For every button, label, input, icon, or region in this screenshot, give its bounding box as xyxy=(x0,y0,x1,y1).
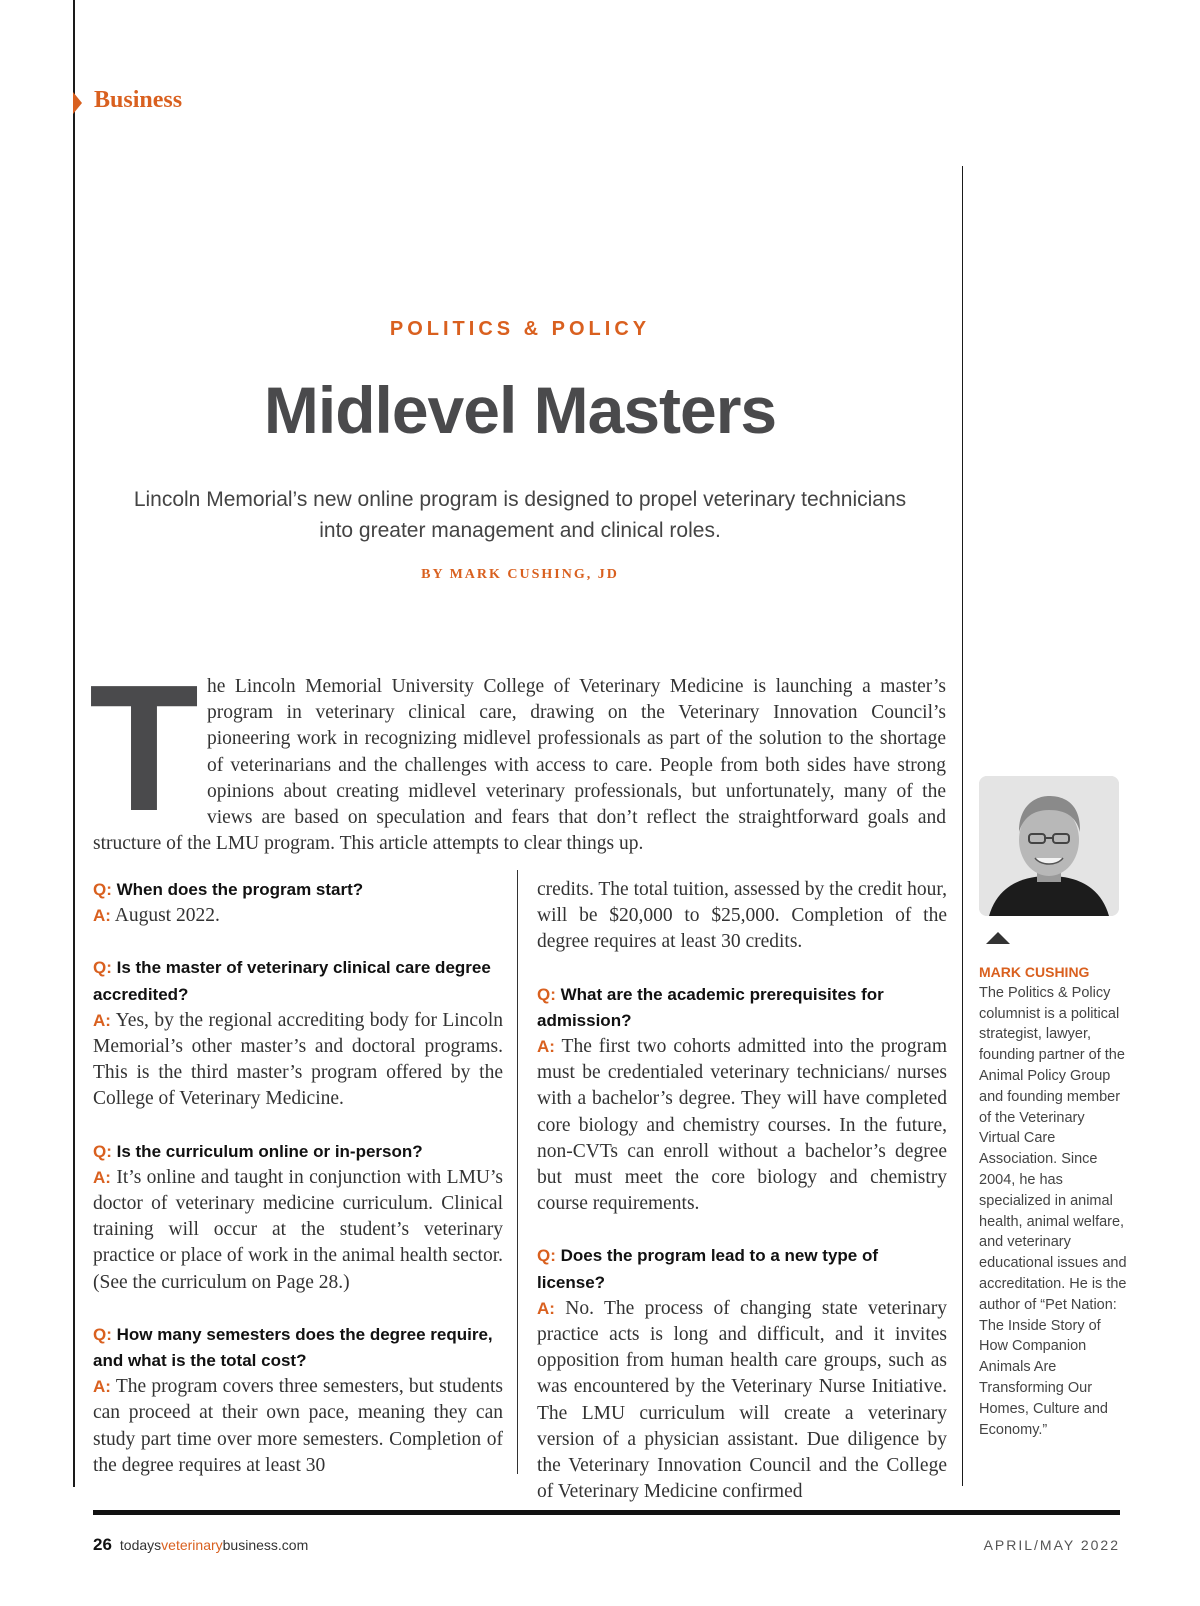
answer: A: It’s online and taught in conjunction with LMU’s doctor of veterinary medicine curriculum. Clinical training will occur at the student’s veterinary practice or place of work in the animal health sector. (See the curriculum on Page 28.) xyxy=(93,1166,503,1293)
qa-item xyxy=(93,877,503,929)
qa-item xyxy=(537,982,947,1218)
answer: A: Yes, by the regional accrediting body for Lincoln Memorial’s other master’s and doctoral programs. This is the third master’s program offered by the College of Veterinary Medicine. xyxy=(93,1009,504,1110)
answer: A: The program covers three semesters, but students can proceed at their own pace, meaning they can study part time over more semesters. Completion of the degree requires at least 30 xyxy=(93,1376,503,1476)
qa-item xyxy=(93,955,503,1112)
question: Q: Is the curriculum online or in-person? xyxy=(93,1141,423,1161)
qa-item xyxy=(537,1243,947,1505)
section-label: Business xyxy=(94,87,183,113)
site-suffix: business.com xyxy=(222,1537,309,1553)
drop-cap: T xyxy=(89,648,199,849)
author-bio-text: The Politics & Policy columnist is a political strategist, lawyer, founding partner of the Animal Policy Group and founding member of the Veterinary Virtual Care Association. Since 2004, he has specialized in animal health, animal welfare, and veterinary educational issues and accreditation. He is the author of “Pet Nation: The Inside Story of How Companion Animals Are Transforming Our Homes, Culture and Economy.” xyxy=(979,984,1127,1438)
intro-text: he Lincoln Memorial University College of Veterinary Medicine is launching a master’s program in veterinary clinical care, drawing on the Veterinary Innovation Council’s pioneering work in recognizing midlevel professionals as part of the solution to the shortage of veterinarians and the challenges with access to care. People from both sides have strong opinions about creating midlevel veterinary professionals, but unfortunately, many of the views are based on speculation and fears that don’t reflect the straightforward goals and structure of the LMU program. This article attempts to clear things up. xyxy=(93,676,946,855)
article-headline: Midlevel Masters xyxy=(263,373,777,447)
question: Q: How many semesters does the degree require, and what is the total cost? xyxy=(93,1324,493,1371)
answer: A: August 2022. xyxy=(93,905,220,927)
kicker: POLITICS & POLICY xyxy=(389,318,651,340)
author-name: MARK CUSHING xyxy=(979,964,1090,980)
left-margin-rule xyxy=(73,0,75,1487)
footer-left xyxy=(93,1535,308,1555)
article-dek: Lincoln Memorial’s new online program is designed to propel veterinary technicians into greater management and clinical roles. xyxy=(133,488,907,542)
byline: BY MARK CUSHING, JD xyxy=(421,567,619,582)
issue-date: APRIL/MAY 2022 xyxy=(983,1537,1120,1553)
question: Q: Is the master of veterinary clinical care degree accredited? xyxy=(93,958,491,1004)
answer: A: The first two cohorts admitted into the program must be credentialed veterinary technicians/ nurses with a bachelor’s degree. They will have completed core biology and chemistry courses. In the future, non-CVTs can enroll without a bachelor’s degree but must meet the core biology and chemistry course requirements. xyxy=(537,1036,947,1215)
page-number: 26 xyxy=(93,1535,112,1554)
author-photo xyxy=(979,776,1119,916)
photo-caption-pointer-icon xyxy=(986,932,1010,944)
section-tab-marker xyxy=(73,92,82,114)
answer: A: No. The process of changing state veterinary practice acts is long and difficult, and it invites opposition from human health care groups, such as was encountered by the Veterinary Nurse Initiative. The LMU curriculum will create a veterinary version of a physician assistant. Due diligence by the Veterinary Innovation Council and the College of Veterinary Medicine confirmed xyxy=(537,1297,947,1503)
qa-item xyxy=(93,1139,503,1296)
footer-rule xyxy=(93,1510,1120,1515)
question: Q: What are the academic prerequisites for admission? xyxy=(537,984,884,1030)
sidebar-divider xyxy=(962,166,963,1486)
qa-item xyxy=(93,1322,503,1479)
question: Q: When does the program start? xyxy=(93,880,364,899)
column-2 xyxy=(537,877,947,1531)
continued-text: credits. The total tuition, assessed by the credit hour, will be $20,000 to $25,000. Completion of the degree requires at least 30 credits. xyxy=(537,879,947,953)
site-accent: veterinary xyxy=(161,1537,223,1553)
column-1 xyxy=(93,877,503,1505)
intro-paragraph xyxy=(89,648,946,857)
question: Q: Does the program lead to a new type of license? xyxy=(537,1246,879,1292)
author-portrait-image xyxy=(979,776,1119,916)
author-bio xyxy=(979,962,1129,1440)
column-divider xyxy=(517,870,518,1474)
site-prefix: todays xyxy=(119,1537,162,1553)
